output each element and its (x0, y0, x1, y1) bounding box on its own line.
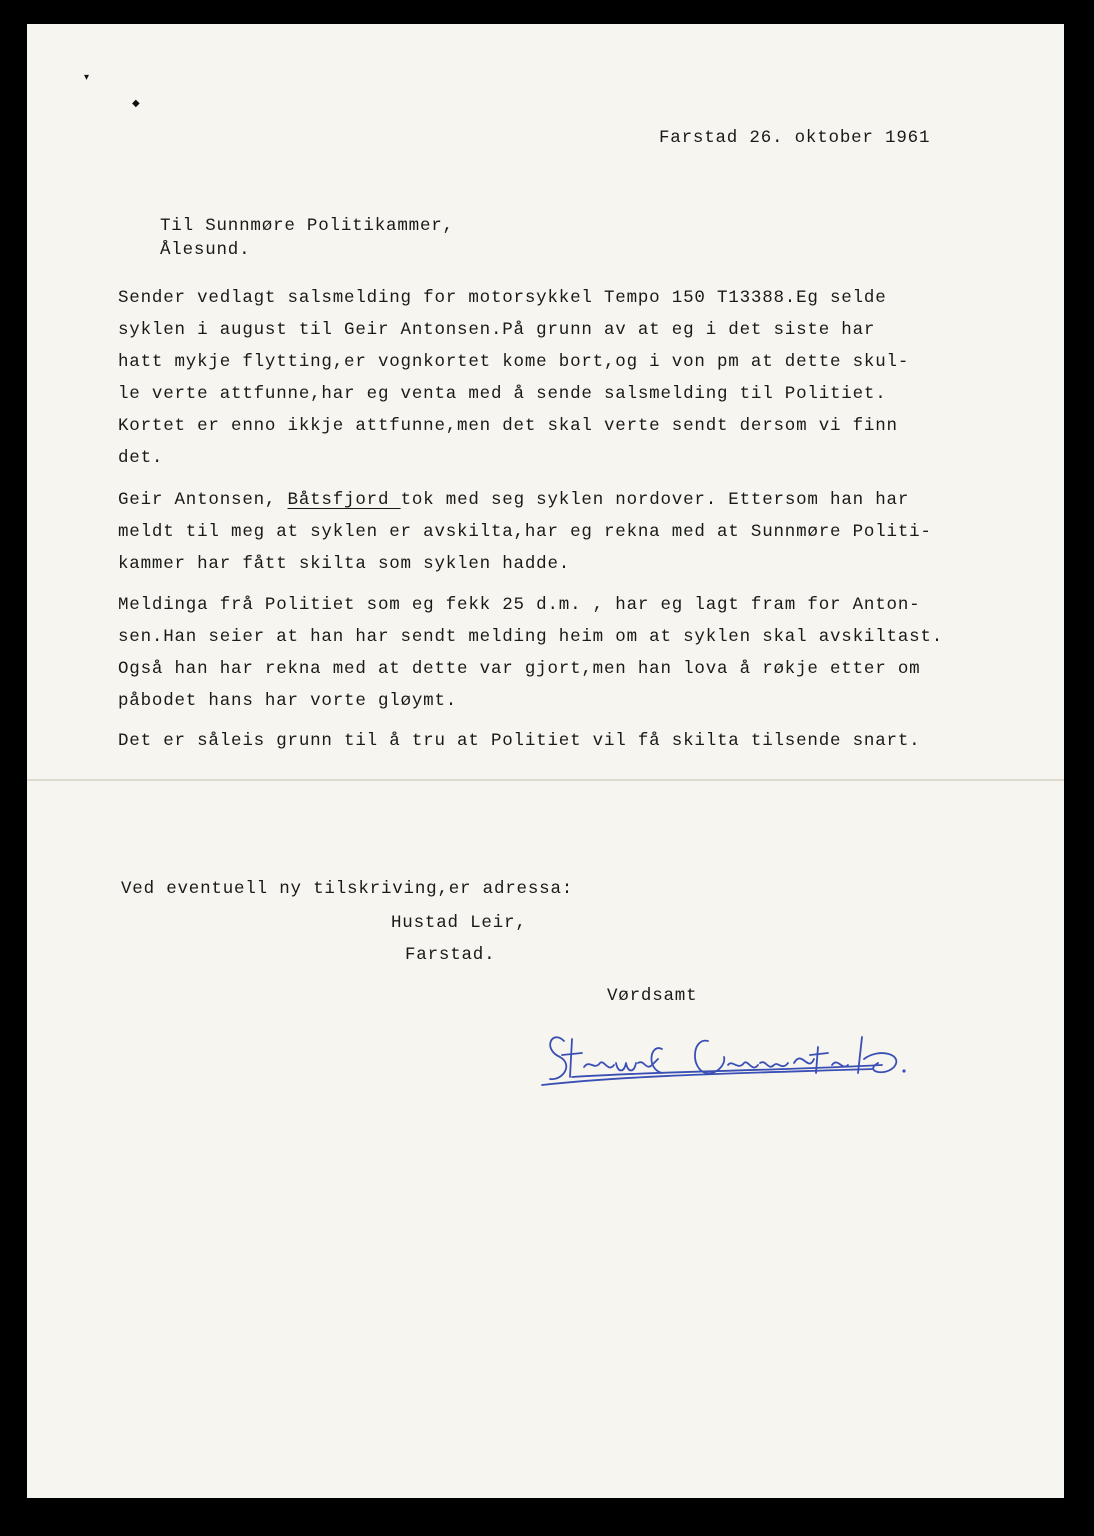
paragraph-line: syklen i august til Geir Antonsen.På grunn av at eg i det siste har (118, 320, 876, 340)
text-segment: tok med seg syklen nordover. Ettersom han har (400, 490, 910, 510)
paragraph-line: hatt mykje flytting,er vognkortet kome bort,og i von pm at dette skul- (118, 352, 910, 372)
paragraph-line: Kortet er enno ikkje attfunne,men det skal verte sendt dersom vi finn (118, 416, 898, 436)
fold-line (27, 779, 1064, 781)
paragraph-line: Det er såleis grunn til å tru at Politiet vil få skilta tilsende snart. (118, 731, 921, 751)
corner-mark: ◆ (132, 98, 140, 109)
paragraph-line: påbodet hans har vorte gløymt. (118, 691, 458, 711)
paragraph-line: Meldinga frå Politiet som eg fekk 25 d.m. , har eg lagt fram for Anton- (118, 595, 921, 615)
paragraph-1 (118, 282, 909, 474)
paragraph-line: meldt til meg at syklen er avskilta,har eg rekna med at Sunnmøre Politi- (118, 522, 932, 542)
underlined-place: Båtsfjord (287, 490, 401, 510)
recipient-line-1: Til Sunnmøre Politikammer, (160, 216, 454, 236)
handwritten-signature (512, 1019, 912, 1089)
paragraph-line: Også han har rekna med at dette var gjort,men han lova å røkje etter om (118, 659, 921, 679)
paragraph-line: det. (118, 448, 164, 468)
paragraph-line: sen.Han seier at han har sendt melding heim om at syklen skal avskiltast. (118, 627, 944, 647)
letter-page (27, 24, 1064, 1498)
closing-word: Vørdsamt (607, 986, 698, 1006)
paragraph-4 (118, 725, 920, 757)
paragraph-2 (118, 484, 932, 580)
paragraph-line: le verte attfunne,har eg venta med å sende salsmelding til Politiet. (118, 384, 887, 404)
paragraph-line: Sender vedlagt salsmelding for motorsykkel Tempo 150 T13388.Eg selde (118, 288, 887, 308)
paragraph-line: kammer har fått skilta som syklen hadde. (118, 554, 571, 574)
text-segment: Geir Antonsen, (118, 490, 288, 510)
date-line: Farstad 26. oktober 1961 (659, 128, 931, 148)
address-line-1: Hustad Leir, (391, 913, 527, 933)
corner-mark: ▾ (84, 72, 90, 83)
paragraph-3 (118, 589, 943, 717)
recipient-line-2: Ålesund. (160, 240, 251, 260)
address-line-2: Farstad. (405, 945, 496, 965)
paragraph-line (118, 484, 932, 516)
address-intro: Ved eventuell ny tilskriving,er adressa: (121, 879, 574, 899)
